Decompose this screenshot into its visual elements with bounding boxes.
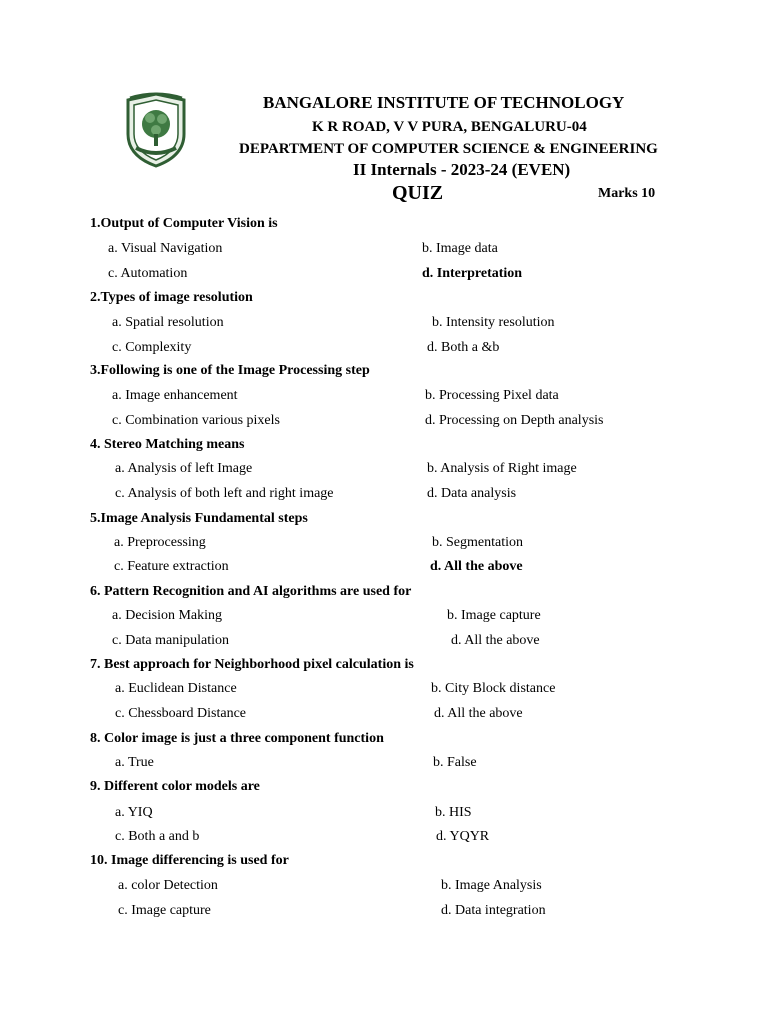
question-9: 9. Different color models are — [90, 779, 260, 794]
q3-option-d: d. Processing on Depth analysis — [425, 413, 604, 428]
q8-option-a: a. True — [115, 755, 154, 770]
q3-option-b: b. Processing Pixel data — [425, 388, 559, 403]
institute-address: K R ROAD, V V PURA, BENGALURU-04 — [312, 119, 587, 135]
q2-option-b: b. Intensity resolution — [432, 315, 555, 330]
q9-option-d: d. YQYR — [436, 829, 490, 844]
q6-option-b: b. Image capture — [447, 608, 541, 623]
q9-option-c: c. Both a and b — [115, 829, 200, 844]
q5-option-d: d. All the above — [430, 559, 523, 574]
q4-option-a: a. Analysis of left Image — [115, 461, 253, 476]
question-7: 7. Best approach for Neighborhood pixel calculation is — [90, 657, 414, 672]
q1-option-c: c. Automation — [108, 266, 188, 281]
q10-option-a: a. color Detection — [118, 878, 218, 893]
exam-title: II Internals - 2023-24 (EVEN) — [353, 160, 571, 179]
q6-option-a: a. Decision Making — [112, 608, 223, 623]
question-8: 8. Color image is just a three component function — [90, 731, 384, 746]
question-4: 4. Stereo Matching means — [90, 437, 245, 452]
marks-label: Marks 10 — [598, 186, 656, 201]
q9-option-b: b. HIS — [435, 805, 472, 820]
q3-option-c: c. Combination various pixels — [112, 413, 280, 428]
q9-option-a: a. YIQ — [115, 805, 153, 820]
q10-option-c: c. Image capture — [118, 903, 211, 918]
q2-option-d: d. Both a &b — [427, 340, 500, 355]
q3-option-a: a. Image enhancement — [112, 388, 238, 403]
q7-option-b: b. City Block distance — [431, 681, 556, 696]
q4-option-b: b. Analysis of Right image — [427, 461, 577, 476]
q4-option-c: c. Analysis of both left and right image — [115, 486, 334, 501]
q7-option-d: d. All the above — [434, 706, 523, 721]
q1-option-b: b. Image data — [422, 241, 498, 256]
q5-option-c: c. Feature extraction — [114, 559, 229, 574]
question-1: 1.Output of Computer Vision is — [90, 216, 278, 231]
q7-option-c: c. Chessboard Distance — [115, 706, 247, 721]
question-10: 10. Image differencing is used for — [90, 853, 289, 868]
question-2: 2.Types of image resolution — [90, 290, 253, 305]
q6-option-d: d. All the above — [451, 633, 540, 648]
department-name: DEPARTMENT OF COMPUTER SCIENCE & ENGINEERING — [239, 141, 658, 157]
q5-option-a: a. Preprocessing — [114, 535, 206, 550]
q2-option-a: a. Spatial resolution — [112, 315, 224, 330]
question-5: 5.Image Analysis Fundamental steps — [90, 511, 308, 526]
q7-option-a: a. Euclidean Distance — [115, 681, 237, 696]
q8-option-b: b. False — [433, 755, 477, 770]
q1-option-a: a. Visual Navigation — [108, 241, 223, 256]
q10-option-b: b. Image Analysis — [441, 878, 542, 893]
question-3: 3.Following is one of the Image Processing step — [90, 363, 370, 378]
q4-option-d: d. Data analysis — [427, 486, 517, 501]
question-6: 6. Pattern Recognition and AI algorithms are used for — [90, 584, 412, 599]
q5-option-b: b. Segmentation — [432, 535, 523, 550]
q1-option-d: d. Interpretation — [422, 266, 523, 281]
q10-option-d: d. Data integration — [441, 903, 546, 918]
college-emblem-icon — [120, 90, 192, 168]
institute-name: BANGALORE INSTITUTE OF TECHNOLOGY — [263, 93, 625, 112]
q6-option-c: c. Data manipulation — [112, 633, 230, 648]
q2-option-c: c. Complexity — [112, 340, 192, 355]
quiz-title: QUIZ — [392, 182, 444, 204]
